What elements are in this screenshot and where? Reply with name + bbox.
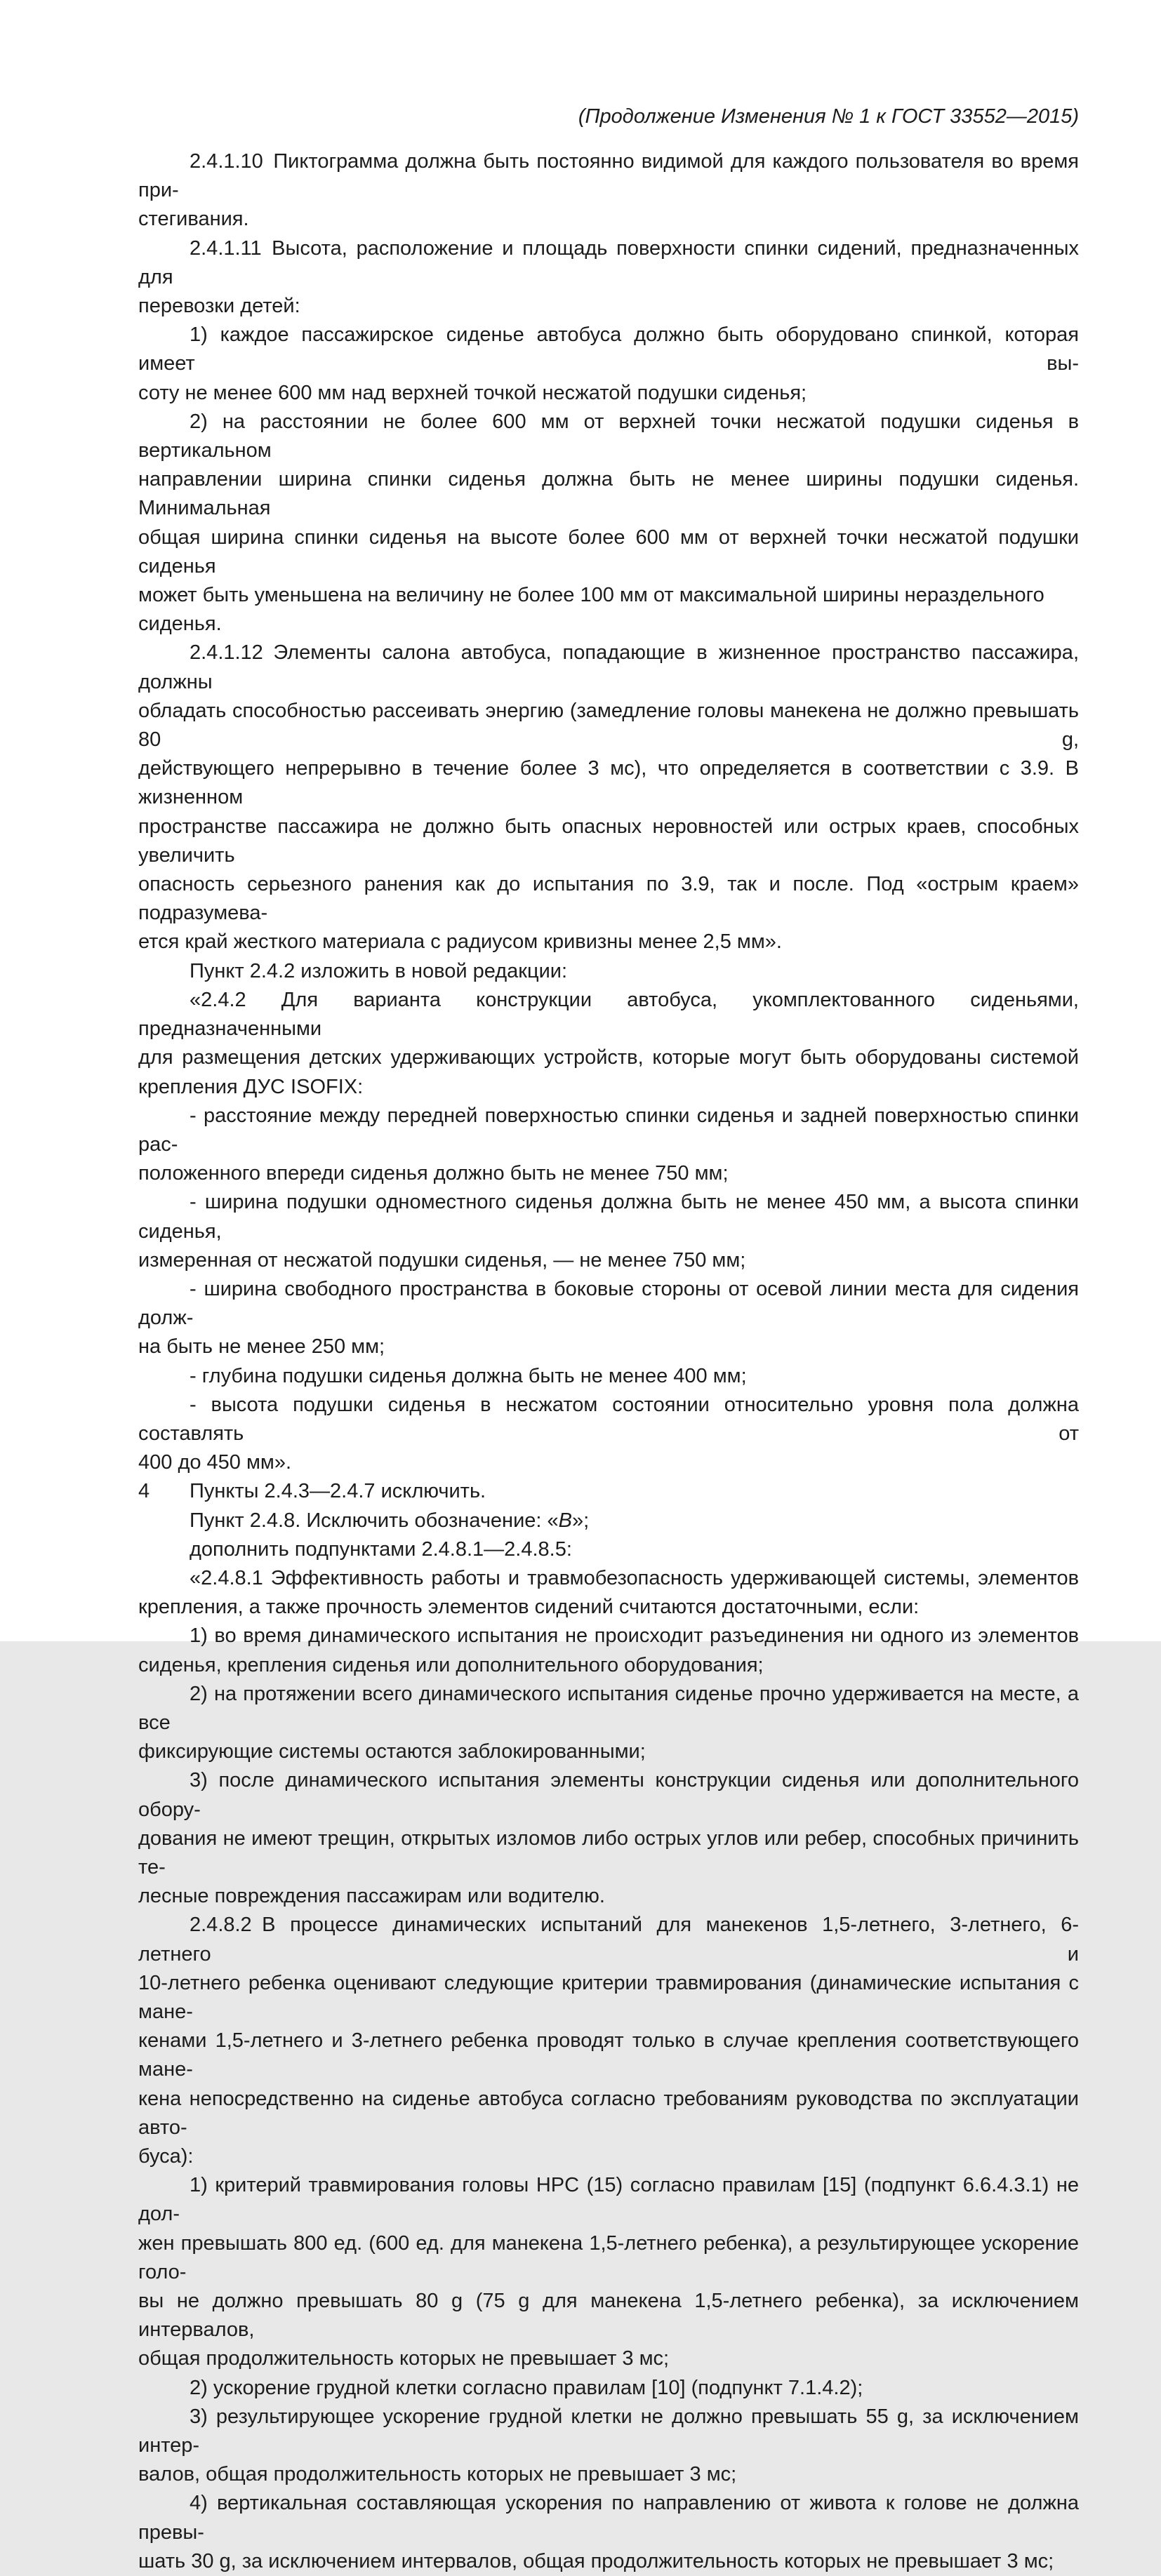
text-line: валов, общая продолжительность которых не превышает 3 мс; xyxy=(138,2463,737,2486)
text-line: общая ширина спинки сиденья на высоте более 600 мм от верхней точки несжатой подушки сиденья xyxy=(138,526,1079,578)
text-line: действующего непрерывно в течение более 3 мс), что определяется в соответствии с 3.9. В жизненном xyxy=(138,757,1079,809)
text-line: дополнить подпунктами 2.4.8.1—2.4.8.5: xyxy=(190,1537,572,1561)
text-line: вы не должно превышать 80 g (75 g для манекена 1,5-летнего ребенка), за исключением интервалов, xyxy=(138,2290,1079,2342)
text-line: для размещения детских удерживающих устройств, которые могут быть оборудованы системой xyxy=(138,1046,1079,1069)
text-line: 2.4.8.2 В процессе динамических испытаний для манекенов 1,5-летнего, 3-летнего, 6-летнего и xyxy=(138,1914,1079,1966)
paragraph xyxy=(138,1102,1079,1189)
text-line: фиксирующие системы остаются заблокированными; xyxy=(138,1740,646,1763)
text-line: ется край жесткого материала с радиусом кривизны менее 2,5 мм». xyxy=(138,930,782,954)
text-line: пространстве пассажира не должно быть опасных неровностей или острых краев, способных увеличить xyxy=(138,815,1079,867)
document-body xyxy=(138,147,1079,2576)
running-header xyxy=(138,102,1079,131)
text-line: 10-летнего ребенка оценивают следующие критерии травмирования (динамические испытания с мане- xyxy=(138,1971,1079,2023)
text-segment: Пункт 2.4.8. Исключить обозначение: « xyxy=(190,1509,559,1532)
text-line: 2) на протяжении всего динамического испытания сиденье прочно удерживается на месте, а все xyxy=(138,1682,1079,1734)
text-line: дования не имеют трещин, открытых изломов либо острых углов или ребер, способных причинить те- xyxy=(138,1827,1079,1878)
text-line: - расстояние между передней поверхностью спинки сиденья и задней поверхностью спинки рас- xyxy=(138,1104,1079,1156)
text-line: крепления, а также прочность элементов сидений считаются достаточными, если: xyxy=(138,1596,920,1619)
continuation-note: (Продолжение Изменения № 1 к ГОСТ 33552—2015) xyxy=(578,105,1079,128)
text-line: 2.4.1.12 Элементы салона автобуса, попадающие в жизненное пространство пассажира, должны xyxy=(138,641,1079,693)
text-line: - ширина свободного пространства в боковые стороны от осевой линии места для сидения долж- xyxy=(138,1277,1079,1330)
text-line: «2.4.8.1 Эффективность работы и травмобезопасность удерживающей системы, элементов xyxy=(190,1566,1079,1589)
text-line: опасность серьезного ранения как до испытания по 3.9, так и после. Под «острым краем» подразумева- xyxy=(138,873,1079,925)
paragraph xyxy=(138,321,1079,408)
text-line: 3) после динамического испытания элементы конструкции сиденья или дополнительного обору- xyxy=(138,1769,1079,1821)
text-line: кенами 1,5-летнего и 3-летнего ребенка проводят только в случае крепления соответствующего мане- xyxy=(138,2029,1079,2081)
paragraph xyxy=(138,2403,1079,2490)
text-line: положенного впереди сиденья должно быть не менее 750 мм; xyxy=(138,1162,729,1185)
paragraph xyxy=(138,986,1079,1102)
text-line: кена непосредственно на сиденье автобуса согласно требованиям руководства по эксплуатации авто- xyxy=(138,2087,1079,2139)
text-line: шать 30 g, за исключением интервалов, общая продолжительность которых не превышает 3 мс; xyxy=(138,2549,1054,2572)
text-line: Пункты 2.4.3—2.4.7 исключить. xyxy=(190,1480,486,1503)
text-line: 2.4.1.11 Высота, расположение и площадь поверхности спинки сидений, предназначенных для xyxy=(138,236,1079,288)
text-line xyxy=(138,1507,1079,1535)
paragraph xyxy=(138,639,1079,956)
text-line: «2.4.2 Для варианта конструкции автобуса, укомплектованного сиденьями, предназначенными xyxy=(138,988,1079,1041)
paragraph xyxy=(138,2171,1079,2373)
text-line: сиденья, крепления сиденья или дополнительного оборудования; xyxy=(138,1653,764,1676)
text-line: 2) на расстоянии не более 600 мм от верхней точки несжатой подушки сиденья в вертикальном xyxy=(138,410,1079,462)
text-line: 1) во время динамического испытания не происходит разъединения ни одного из элементов xyxy=(190,1624,1079,1648)
paragraph xyxy=(138,1622,1079,1679)
paragraph xyxy=(138,957,1079,986)
paragraph xyxy=(138,408,1079,639)
paragraph xyxy=(138,2374,1079,2403)
text-line: стегивания. xyxy=(138,208,249,231)
paragraph xyxy=(138,2489,1079,2576)
text-line: - высота подушки сиденья в несжатом состоянии относительно уровня пола должна составлять от xyxy=(138,1393,1079,1445)
paragraph xyxy=(138,1391,1079,1478)
paragraph xyxy=(138,1766,1079,1911)
text-line: 3) результирующее ускорение грудной клетки не должно превышать 55 g, за исключением интер- xyxy=(138,2405,1079,2457)
paragraph xyxy=(138,1362,1079,1391)
text-line: общая продолжительность которых не превышает 3 мс; xyxy=(138,2347,670,2370)
text-line: жен превышать 800 ед. (600 ед. для манекена 1,5-летнего ребенка), а результирующее ускорение голо- xyxy=(138,2231,1079,2283)
text-line: Пункт 2.4.2 изложить в новой редакции: xyxy=(190,959,568,982)
text-line: 4) вертикальная составляющая ускорения по направлению от живота к голове не должна превы- xyxy=(138,2492,1079,2544)
text-line: обладать способностью рассеивать энергию (замедление головы манекена не должно превышать 80 g, xyxy=(138,699,1079,752)
text-line: 400 до 450 мм». xyxy=(138,1451,292,1474)
text-line: 2) ускорение грудной клетки согласно правилам [10] (подпункт 7.1.4.2); xyxy=(190,2376,863,2399)
text-line: - глубина подушки сиденья должна быть не менее 400 мм; xyxy=(190,1364,747,1387)
paragraph xyxy=(138,1680,1079,1767)
paragraph xyxy=(138,1507,1079,1535)
page-number: 4 xyxy=(138,1480,150,1502)
text-line: направлении ширина спинки сиденья должна быть не менее ширины подушки сиденья. Минимальная xyxy=(138,468,1079,520)
text-line: измеренная от несжатой подушки сиденья, — не менее 750 мм; xyxy=(138,1248,746,1272)
text-line: может быть уменьшена на величину не более 100 мм от максимальной ширины нераздельного сиденья. xyxy=(138,584,1044,636)
paragraph xyxy=(138,1477,1079,1506)
paragraph xyxy=(138,1275,1079,1362)
paragraph xyxy=(138,1188,1079,1275)
text-segment: В xyxy=(558,1509,572,1532)
paragraph xyxy=(138,1564,1079,1622)
text-line: буса): xyxy=(138,2145,194,2168)
text-line: лесные повреждения пассажирам или водителю. xyxy=(138,1885,605,1908)
text-line: на быть не менее 250 мм; xyxy=(138,1335,385,1359)
text-line: 2.4.1.10 Пиктограмма должна быть постоянно видимой для каждого пользователя во время при- xyxy=(138,150,1079,202)
paragraph xyxy=(138,147,1079,234)
paragraph xyxy=(138,234,1079,321)
text-line: перевозки детей: xyxy=(138,295,300,318)
text-line: - ширина подушки одноместного сиденья должна быть не менее 450 мм, а высота спинки сиденья, xyxy=(138,1191,1079,1243)
text-line: 1) критерий травмирования головы HPC (15) согласно правилам [15] (подпункт 6.6.4.3.1) не дол- xyxy=(138,2174,1079,2226)
text-line: соту не менее 600 мм над верхней точкой несжатой подушки сиденья; xyxy=(138,381,807,404)
paragraph xyxy=(138,1535,1079,1564)
text-line: крепления ДУС ISOFIX: xyxy=(138,1075,364,1098)
paragraph xyxy=(138,1911,1079,2171)
text-segment: »; xyxy=(571,1509,590,1532)
text-line: 1) каждое пассажирское сиденье автобуса должно быть оборудовано спинкой, которая имеет вы- xyxy=(138,323,1079,375)
